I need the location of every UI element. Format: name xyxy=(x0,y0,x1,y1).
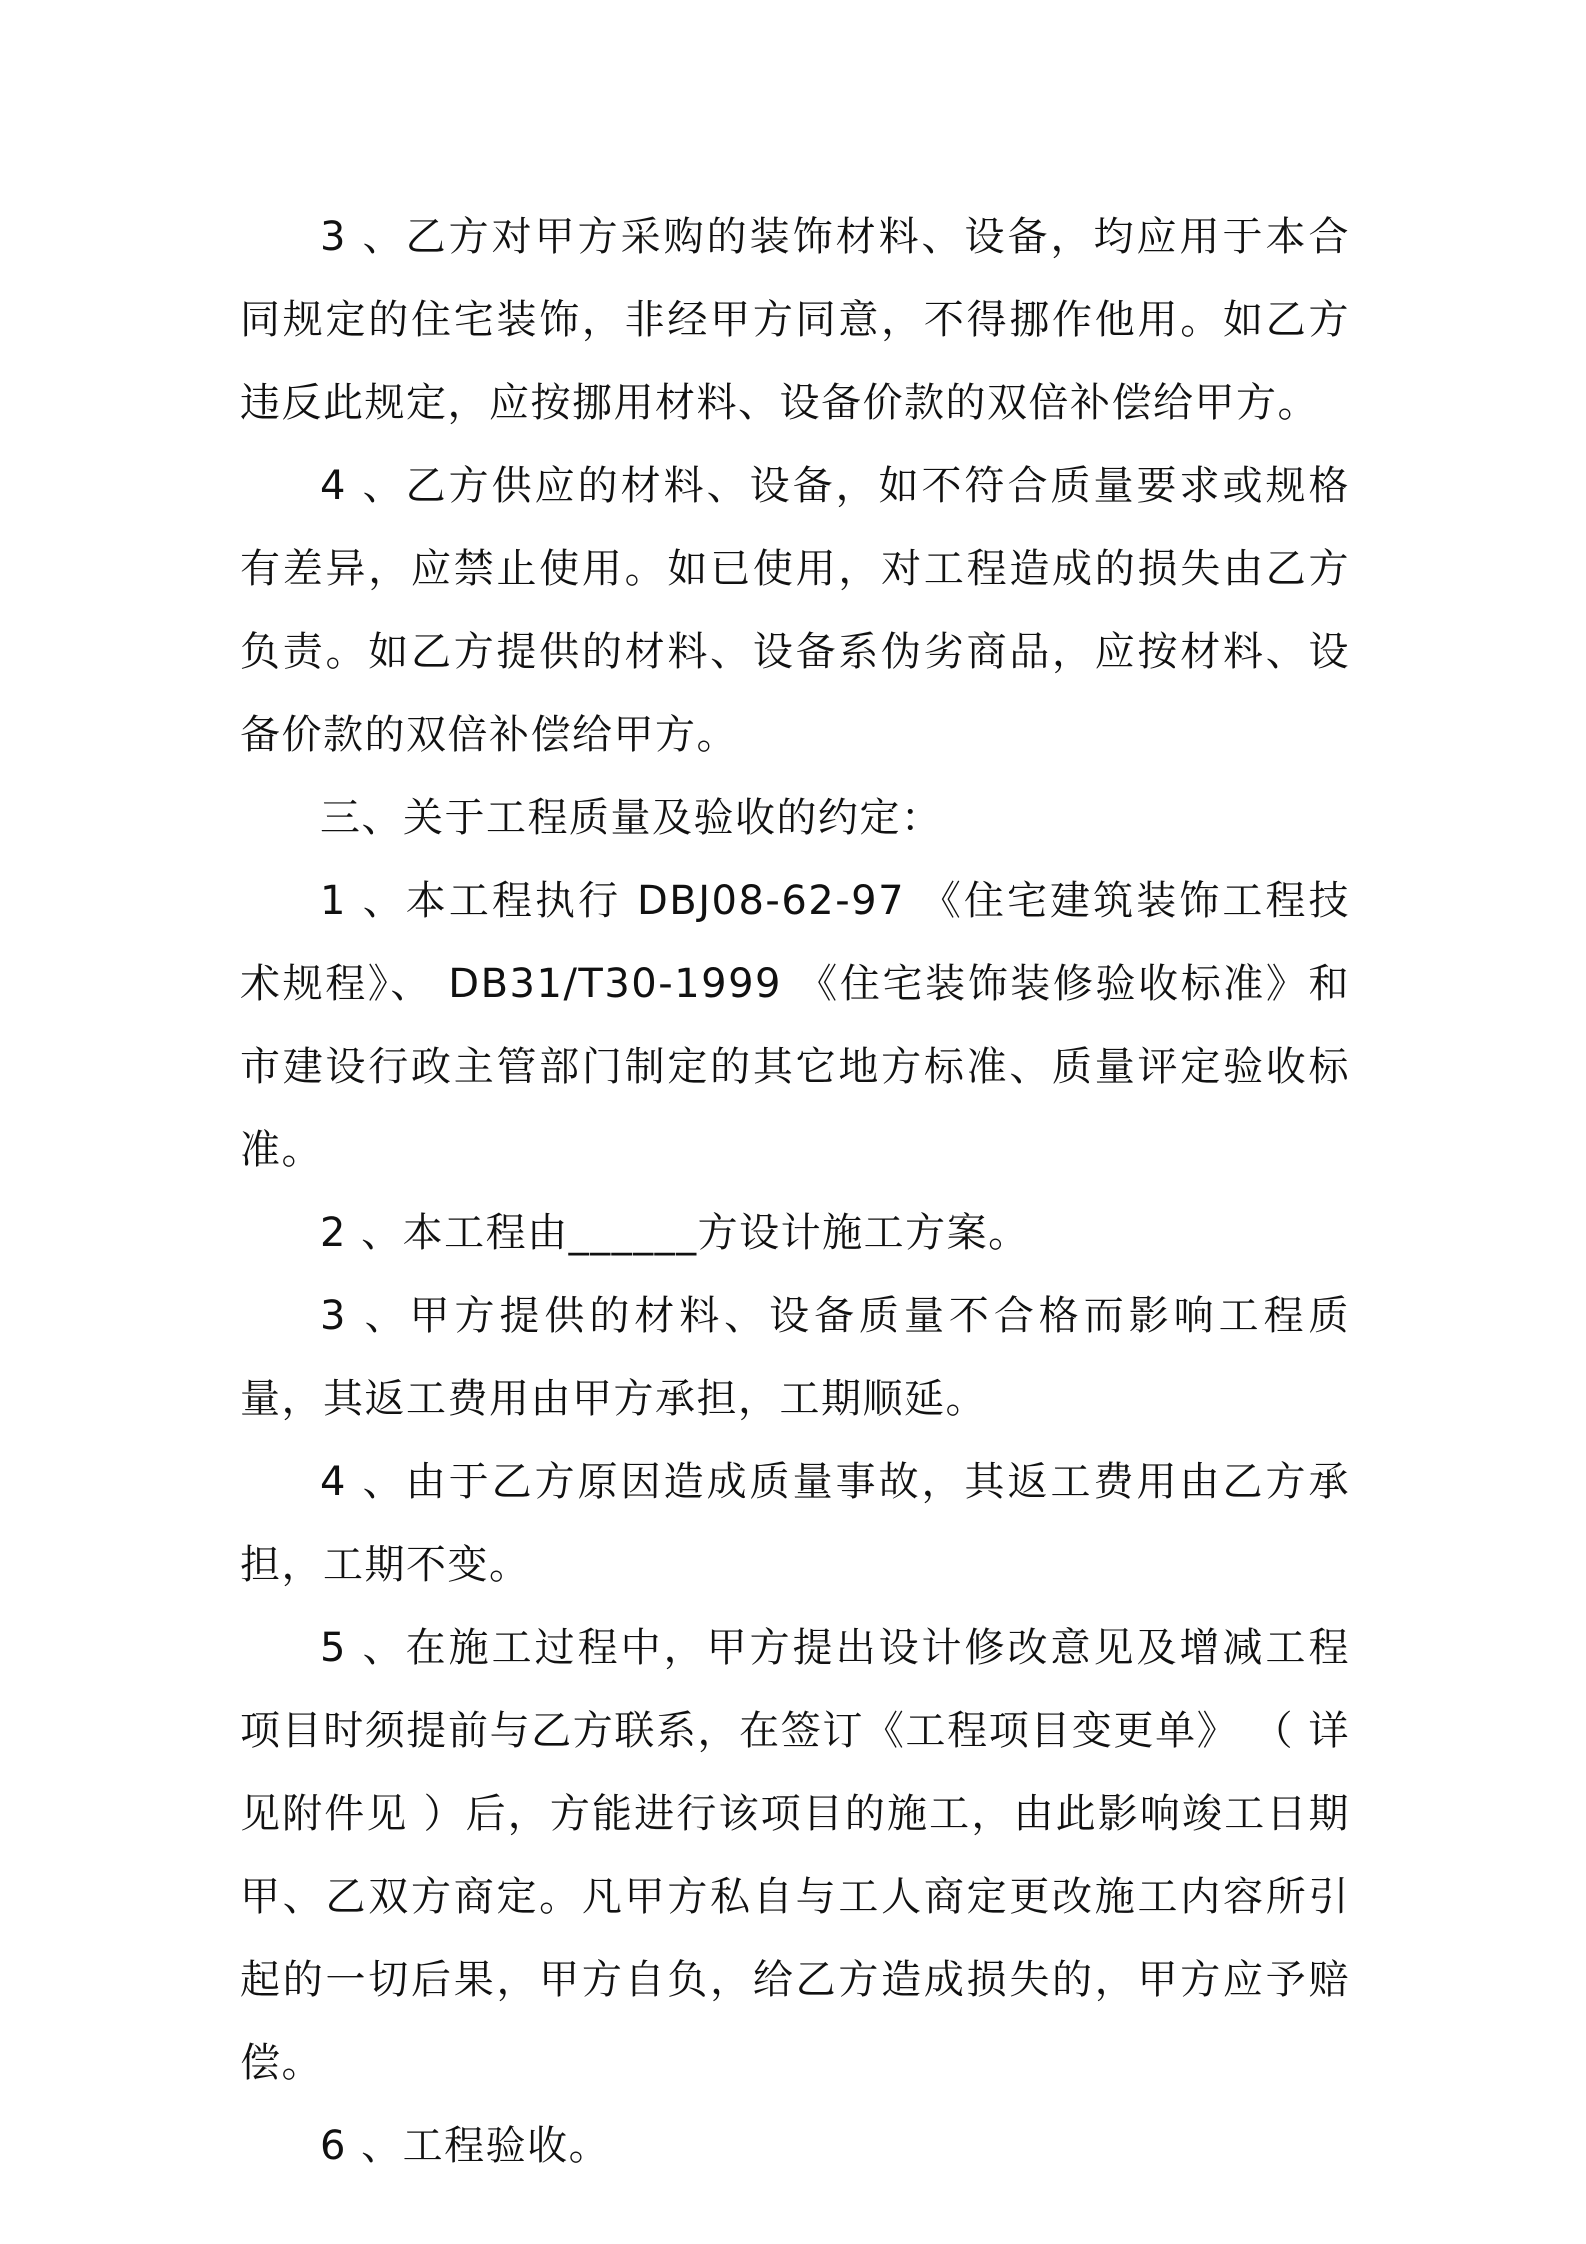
clause-1-standards: 1 、本工程执行 DBJ08-62-97 《住宅建筑装饰工程技术规程》、 DB31/T30-1999 《住宅装饰装修验收标准》和市建设行政主管部门制定的其它地方标准、质量评定验收标准。 xyxy=(240,878,1350,1173)
clause-3-material-use: 3 、乙方对甲方采购的装饰材料、设备，均应用于本合同规定的住宅装饰，非经甲方同意，不得挪作他用。如乙方违反此规定，应按挪用材料、设备价款的双倍补偿给甲方。 xyxy=(240,214,1350,426)
clause-6-acceptance: 6 、工程验收。 xyxy=(320,2123,611,2169)
clause-2-design: 2 、本工程由______方设计施工方案。 xyxy=(320,1210,1030,1256)
clause-4-party-b-fault: 4 、由于乙方原因造成质量事故，其返工费用由乙方承担，工期不变。 xyxy=(240,1459,1350,1588)
clause-4-supplied-material: 4 、乙方供应的材料、设备，如不符合质量要求或规格有差异，应禁止使用。如已使用，对工程造成的损失由乙方负责。如乙方提供的材料、设备系伪劣商品，应按材料、设备价款的双倍补偿给甲方。 xyxy=(240,463,1350,758)
contract-body xyxy=(240,196,1350,2188)
clause-5-design-change: 5 、在施工过程中，甲方提出设计修改意见及增减工程项目时须提前与乙方联系，在签订《工程项目变更单》 （ 详见附件见 ）后，方能进行该项目的施工，由此影响竣工日期甲、乙双方商定。凡甲方私自与工人商定更改施工内容所引起的一切后果，甲方自负，给乙方造成损失的，甲方应予赔偿。 xyxy=(240,1625,1350,2086)
clause-3-party-a-material: 3 、甲方提供的材料、设备质量不合格而影响工程质量，其返工费用由甲方承担，工期顺延。 xyxy=(240,1293,1350,1422)
section-heading-quality-acceptance: 三、关于工程质量及验收的约定： xyxy=(320,795,943,841)
